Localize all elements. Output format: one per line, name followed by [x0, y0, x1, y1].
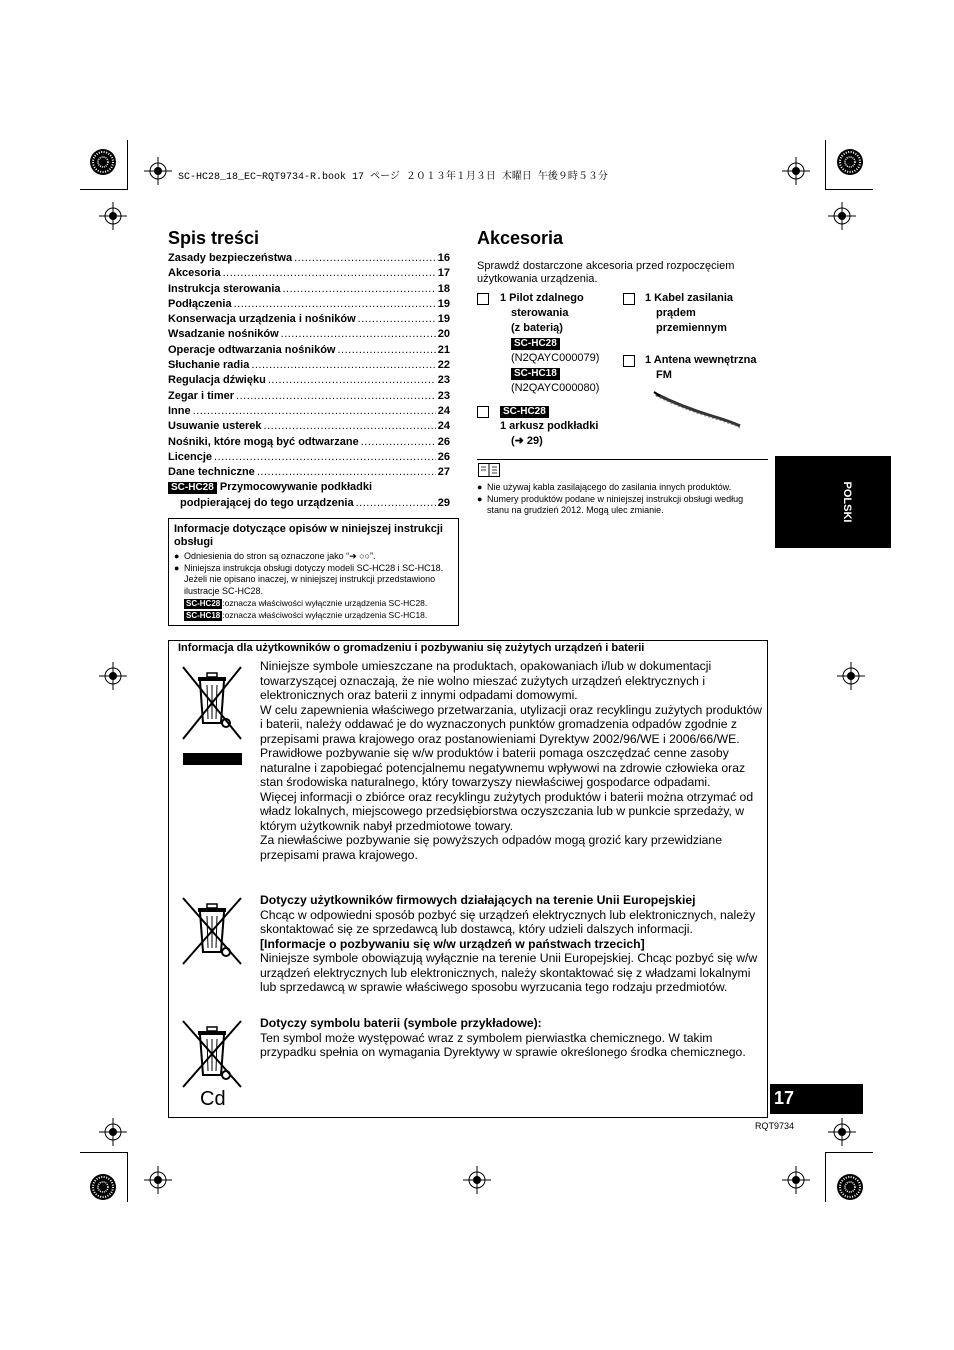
remote-item: 1 Pilot zdalnego sterowania (z baterią) SC-HC28 (N2QAYC000079) SC-HC18 (N2QAYC000080) [500, 292, 600, 394]
info-box-title: Informacje dotyczące opisów w niniejszej instrukcji obsługi [174, 523, 443, 548]
list-item: ● Niniejsza instrukcja obsługi dotyczy modeli SC-HC28 i SC-HC18. Jeżeli nie opisano inaczej, w niniejszej instrukcji przedstawiono ilustracje SC-HC28. [174, 562, 444, 596]
toc-entry[interactable]: Akcesoria ..... 17 [168, 267, 450, 282]
crossed-bin-icon [179, 894, 245, 968]
disposal-main-text: Niniejsze symbole umieszczane na produktach, opakowaniach i/lub w dokumentacji towarzyszącej oznaczają, że nie wolno mieszać zużytych urządzeń elektrycznych i elektronicznych oraz baterii z innymi odpadami domowymi. W celu zapewnienia właściwego przetwarzania, utylizacji oraz recyklingu zużytych produktów i baterii, należy oddawać je do wyznaczonych punktów gromadzenia odpadów zgodnie z przepisami prawa krajowego oraz postanowieniami Dyrektyw 2002/96/WE i 2006/66/WE. Prawidłowe pozbywanie się w/w produktów i baterii pomaga oszczędzać cenne zasoby naturalne i zapobiegać potencjalnemu negatywnemu wpływowi na zdrowie człowieka oraz stan środowiska naturalnego, który towarzyszy niewłaściwej gospodarce odpadami. Więcej informacji o zbiórce oraz recyklingu zużytych produktów i baterii można otrzymać od władz lokalnych, miejscowego przedsiębiorstwa oczyszczania lub w punkcie sprzedaży, w którym użytkownik nabył przedmiotowe towary. Za niewłaściwe pozbywanie się powyższych odpadów mogą grozić kary przewidziane przepisami prawa krajowego. [260, 659, 762, 862]
book-header: SC-HC28_18_EC~RQT9734-R.book 17 ページ ２０１３年１月３日 木曜日 午後９時５３分 [178, 172, 608, 183]
toc-entry[interactable]: Dane techniczne ..... 27 [168, 466, 450, 481]
antenna-image [652, 388, 744, 430]
toc-entry[interactable]: Słuchanie radia ..... 22 [168, 359, 450, 374]
model-tag: SC-HC28 [168, 482, 217, 494]
sunburst-mark [89, 148, 117, 176]
registration-mark [144, 157, 172, 185]
list-item: ● Nie używaj kabla zasilającego do zasilania innych produktów. [477, 482, 732, 492]
disposal-battery-text: Dotyczy symbolu baterii (symbole przykładowe): Ten symbol może występować wraz z symbolem pierwiastka chemicznego. W takim przypadku spełnia on wymagania Dyrektywy w sprawie określonego środka chemicznego. [260, 1016, 746, 1059]
accessories-intro: Sprawdź dostarczone akcesoria przed rozpoczęciem użytkowania urządzenia. [477, 260, 735, 285]
info-box [168, 518, 459, 626]
sunburst-mark [89, 1173, 117, 1201]
registration-mark [828, 1118, 856, 1146]
toc-entry[interactable]: Podłączenia ..... 19 [168, 298, 450, 313]
language-tab: POLSKI [775, 456, 891, 548]
crossed-bin-icon [179, 663, 245, 743]
model-tag: SC-HC18 [511, 368, 560, 380]
toc-entry[interactable]: Licencje ..... 26 [168, 451, 450, 466]
crop-line [825, 189, 873, 190]
toc-entry[interactable]: SC-HC28 Przymocowywanie podkładki [168, 481, 450, 496]
crop-line [80, 1152, 128, 1153]
sunburst-mark [836, 1173, 864, 1201]
toc-entry[interactable]: Zegar i timer ..... 23 [168, 390, 450, 405]
chemical-symbol: Cd [200, 1088, 226, 1110]
list-item: ● Odniesienia do stron są oznaczone jako “➜ ○○”. [174, 551, 376, 561]
model-tag: SC-HC28 [500, 406, 549, 418]
antenna-item: 1 Antena wewnętrzna FM [645, 354, 757, 381]
registration-mark [837, 662, 865, 690]
disposal-title: Informacja dla użytkowników o gromadzeniu i pozbywaniu się zużytych urządzeń i baterii [178, 642, 645, 654]
registration-mark [99, 662, 127, 690]
cable-checkbox[interactable] [623, 293, 635, 305]
list-item: ● Numery produktów podane w niniejszej instrukcji obsługi według stanu na grudzień 2012. Mogą ulec zmianie. [477, 493, 744, 515]
crop-line [127, 140, 128, 190]
registration-mark [782, 157, 810, 185]
crop-line [825, 1152, 873, 1153]
accessories-notes [477, 482, 767, 517]
page-number-box [770, 1084, 863, 1114]
document-code: RQT9734 [755, 1121, 795, 1131]
toc-entry[interactable]: Regulacja dźwięku ..... 23 [168, 374, 450, 389]
toc-entry[interactable]: Zasady bezpieczeństwa ..... 16 [168, 252, 450, 267]
toc-entry[interactable]: Inne ..... 24 [168, 405, 450, 420]
model-legend-28: SC-HC28 :oznacza właściwości wyłącznie urządzenia SC-HC28. [186, 598, 428, 608]
note-book-icon [478, 463, 500, 477]
toc-title: Spis treści [168, 228, 260, 248]
disposal-eu-text: Dotyczy użytkowników firmowych działających na terenie Unii Europejskiej Chcąc w odpowiedni sposób pozbyć się urządzeń elektrycznych lub elektronicznych, należy skontaktować się ze sprzedawcą lub dostawcą, który udzieli dalszych informacji. [Informacje o pozbywaniu się w/w urządzeń w państwach trzecich] Niniejsze symbole obowiązują wyłącznie na terenie Unii Europejskiej. Chcąc pozbyć się w/w urządzeń elektrycznych lub elektronicznych, należy skontaktować się z władzami lokalnymi lub sprzedawcą w sprawie właściwego sposobu wyrzucania tego rodzaju przedmiotów. [260, 893, 758, 994]
crop-line [80, 189, 128, 190]
accessories-title: Akcesoria [477, 228, 564, 248]
registration-mark [782, 1166, 810, 1194]
black-bar-symbol [183, 753, 242, 765]
divider [477, 459, 768, 460]
pad-item: SC-HC28 1 arkusz podkładki (➜ 29) [500, 406, 599, 447]
registration-mark [828, 202, 856, 230]
registration-mark [99, 202, 127, 230]
toc-entry[interactable]: Konserwacja urządzenia i nośników ..... 19 [168, 313, 450, 328]
toc-entry[interactable]: Nośniki, które mogą być odtwarzane ..... 26 [168, 436, 450, 451]
pad-checkbox[interactable] [477, 406, 489, 418]
crop-line [825, 1152, 826, 1202]
toc-entry[interactable]: Operacje odtwarzania nośników ..... 21 [168, 344, 450, 359]
registration-mark [144, 1166, 172, 1194]
page-number: 17 [774, 1088, 795, 1108]
toc-entry[interactable]: Instrukcja sterowania ..... 18 [168, 283, 450, 298]
toc-entry[interactable]: Wsadzanie nośników ..... 20 [168, 328, 450, 343]
antenna-checkbox[interactable] [623, 355, 635, 367]
battery-bin-icon [179, 1017, 245, 1091]
disposal-info-box [168, 640, 768, 1118]
toc-entry[interactable]: Usuwanie usterek ..... 24 [168, 420, 450, 435]
crop-line [825, 140, 826, 190]
remote-checkbox[interactable] [477, 293, 489, 305]
table-of-contents [168, 252, 450, 512]
toc-entry-continuation[interactable]: podpierającej do tego urządzenia ..... 29 [168, 497, 450, 512]
model-legend-18: SC-HC18 :oznacza właściwości wyłącznie urządzenia SC-HC18. [186, 610, 428, 620]
sunburst-mark [836, 148, 864, 176]
crop-line [127, 1152, 128, 1202]
model-tag: SC-HC28 [511, 338, 560, 350]
registration-mark [463, 1166, 491, 1194]
registration-mark [99, 1118, 127, 1146]
cable-item: 1 Kabel zasilania prądem przemiennym [645, 292, 734, 334]
